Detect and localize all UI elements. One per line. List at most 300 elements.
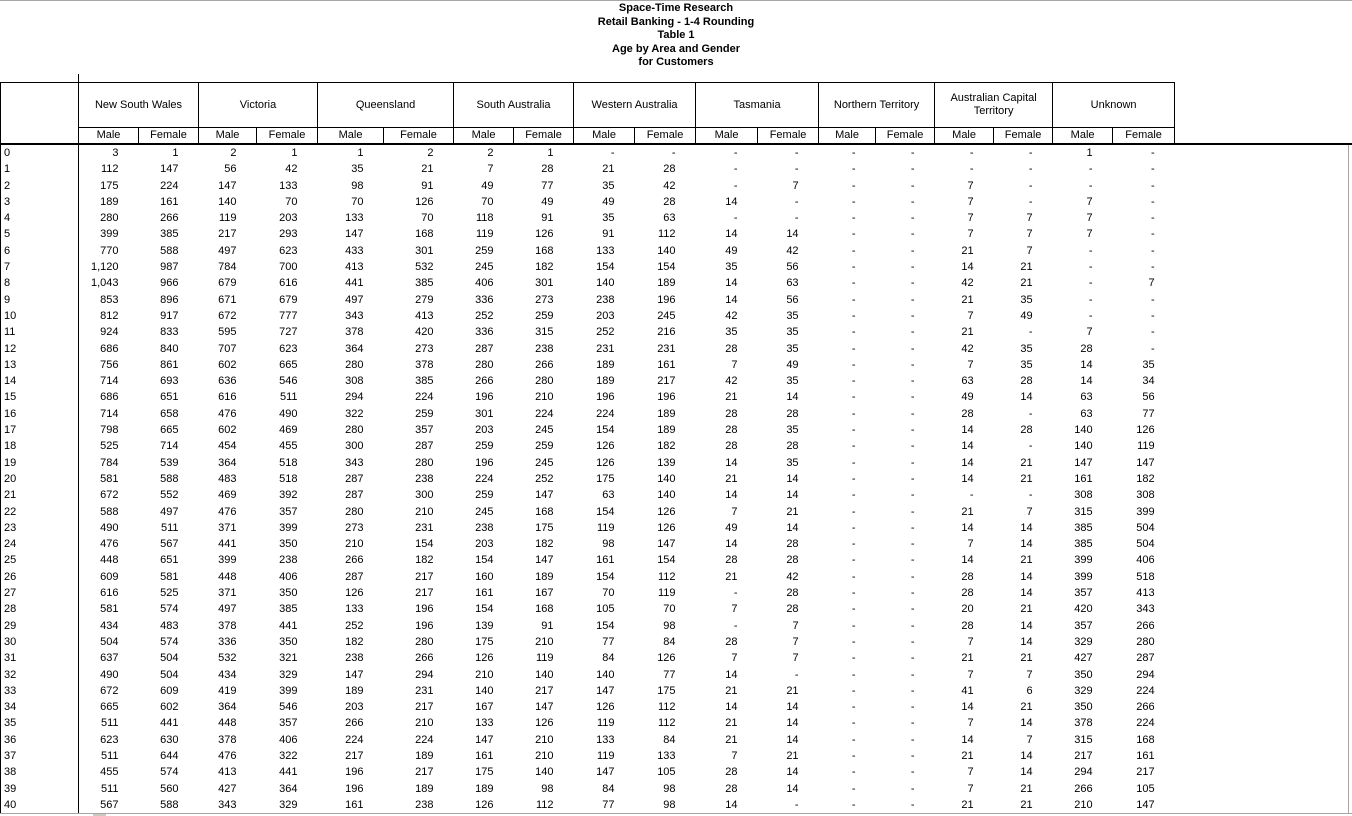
data-cell: 49 xyxy=(786,358,799,371)
data-cell: 7 xyxy=(792,619,799,632)
data-cell: 112 xyxy=(658,570,676,583)
data-cell: 35 xyxy=(786,326,799,339)
data-cell: 140 xyxy=(1074,424,1093,437)
data-cell: 189 xyxy=(596,375,615,388)
data-cell: 147 xyxy=(535,554,554,567)
data-cell: 420 xyxy=(415,326,434,339)
data-cell: 42 xyxy=(786,570,799,583)
area-group-header-queensland: Queensland xyxy=(318,83,454,128)
data-cell: 14 xyxy=(725,701,738,714)
data-cell: 182 xyxy=(1136,472,1155,485)
data-cell: 14 xyxy=(725,489,738,502)
data-cell: 63 xyxy=(786,277,799,290)
data-cell: 636 xyxy=(218,375,237,388)
data-cell: - xyxy=(794,668,799,681)
data-cell: 14 xyxy=(786,766,799,779)
data-cell: 98 xyxy=(351,179,364,192)
data-cell: 224 xyxy=(1136,717,1155,730)
data-cell: 588 xyxy=(100,505,119,518)
data-cell: 14 xyxy=(1080,375,1093,388)
data-cell: 525 xyxy=(160,587,179,600)
data-cell: 300 xyxy=(345,440,364,453)
data-cell: 252 xyxy=(596,326,615,339)
data-cell: 28 xyxy=(786,554,799,567)
data-cell: 35 xyxy=(602,212,615,225)
data-cell: - xyxy=(969,147,974,159)
data-cell: 210 xyxy=(475,668,494,681)
data-cell: 217 xyxy=(657,375,676,388)
data-cell: - xyxy=(851,782,856,795)
data-cell: 21 xyxy=(602,163,615,176)
table-row xyxy=(1,764,1175,780)
data-cell: 518 xyxy=(1136,570,1155,583)
data-cell: 35 xyxy=(602,179,615,192)
data-cell: 14 xyxy=(725,538,738,551)
data-cell: - xyxy=(910,766,915,779)
data-cell: 14 xyxy=(1080,358,1093,371)
data-cell: 217 xyxy=(345,749,364,762)
data-cell: 7 xyxy=(967,358,974,371)
data-cell: 14 xyxy=(961,424,974,437)
data-cell: - xyxy=(851,652,856,665)
data-cell: - xyxy=(851,472,856,485)
table-row xyxy=(1,292,1175,308)
data-cell: 216 xyxy=(657,326,676,339)
data-cell: 665 xyxy=(100,701,119,714)
title-line-organisation: Space-Time Research xyxy=(618,2,734,14)
data-cell: 7 xyxy=(967,782,974,795)
data-cell: 161 xyxy=(1136,749,1155,762)
data-cell: 189 xyxy=(657,407,676,420)
data-cell: 279 xyxy=(415,293,434,306)
data-cell: 7 xyxy=(1026,733,1033,746)
table-row xyxy=(1,161,1175,177)
data-cell: 112 xyxy=(658,701,676,714)
data-cell: 434 xyxy=(218,668,237,681)
age-row-label: 33 xyxy=(1,683,79,699)
data-cell: 574 xyxy=(160,766,179,779)
title-line-dimensions: Age by Area and Gender xyxy=(612,42,740,55)
data-cell: 196 xyxy=(657,293,676,306)
data-table xyxy=(0,82,1175,813)
data-cell: 630 xyxy=(160,733,179,746)
age-row-label: 22 xyxy=(1,504,79,520)
data-cell: 266 xyxy=(160,212,179,225)
table-row xyxy=(1,536,1175,552)
data-cell: 294 xyxy=(1074,766,1093,779)
data-cell: 287 xyxy=(345,570,364,583)
data-cell: 385 xyxy=(279,603,298,616)
age-row-label: 15 xyxy=(1,389,79,405)
data-cell: - xyxy=(910,472,915,485)
data-cell: - xyxy=(610,147,615,159)
data-cell: 63 xyxy=(961,375,974,388)
data-cell: 140 xyxy=(1074,440,1093,453)
data-cell: 294 xyxy=(345,391,364,404)
data-cell: 280 xyxy=(535,375,554,388)
data-cell: - xyxy=(910,195,915,208)
data-cell: 21 xyxy=(1020,277,1033,290)
data-cell: - xyxy=(1088,163,1093,176)
data-cell: 196 xyxy=(657,391,676,404)
data-cell: 182 xyxy=(657,440,676,453)
data-cell: 21 xyxy=(961,505,974,518)
data-cell: 224 xyxy=(475,472,494,485)
data-cell: 433 xyxy=(345,244,364,257)
data-cell: 7 xyxy=(967,228,974,241)
data-cell: 273 xyxy=(535,293,554,306)
area-group-header-south-australia: South Australia xyxy=(454,83,574,128)
data-cell: 49 xyxy=(481,179,494,192)
data-cell: 14 xyxy=(1020,570,1033,583)
data-cell: 84 xyxy=(663,635,676,648)
data-cell: 7 xyxy=(967,766,974,779)
gender-subheader-south-australia-male: Male xyxy=(454,128,514,145)
area-group-header-victoria: Victoria xyxy=(199,83,318,128)
data-cell: 224 xyxy=(345,733,364,746)
data-cell: 7 xyxy=(731,505,738,518)
data-cell: 378 xyxy=(218,733,237,746)
data-cell: 245 xyxy=(475,505,494,518)
age-row-label: 17 xyxy=(1,422,79,438)
data-cell: 105 xyxy=(657,766,676,779)
data-cell: - xyxy=(851,212,856,225)
table-row xyxy=(1,178,1175,194)
data-cell: - xyxy=(851,358,856,371)
data-cell: 567 xyxy=(160,538,179,551)
data-cell: 2 xyxy=(230,147,237,159)
data-cell: 756 xyxy=(100,358,119,371)
age-row-label: 30 xyxy=(1,634,79,650)
data-cell: 112 xyxy=(535,798,554,811)
data-cell: 6 xyxy=(1026,684,1033,697)
data-cell: 406 xyxy=(279,733,298,746)
data-cell: 14 xyxy=(1020,521,1033,534)
data-cell: - xyxy=(1150,342,1155,355)
data-cell: 203 xyxy=(475,424,494,437)
data-cell: 321 xyxy=(279,652,298,665)
data-cell: 273 xyxy=(345,521,364,534)
data-cell: 623 xyxy=(100,733,119,746)
age-row-label: 35 xyxy=(1,715,79,731)
data-cell: 336 xyxy=(475,326,494,339)
data-cell: - xyxy=(851,440,856,453)
data-cell: 21 xyxy=(725,391,738,404)
data-cell: 147 xyxy=(345,668,364,681)
data-cell: 49 xyxy=(541,195,554,208)
data-cell: 777 xyxy=(279,309,298,322)
data-cell: - xyxy=(1150,309,1155,322)
data-cell: 301 xyxy=(415,244,434,257)
data-cell: - xyxy=(851,456,856,469)
table-row xyxy=(1,699,1175,715)
data-cell: - xyxy=(910,798,915,811)
data-cell: 637 xyxy=(100,652,119,665)
data-cell: 14 xyxy=(786,733,799,746)
data-cell: - xyxy=(733,587,738,600)
data-cell: 532 xyxy=(218,652,237,665)
data-cell: 20 xyxy=(961,603,974,616)
header-underline-extension xyxy=(1174,143,1352,145)
data-cell: - xyxy=(910,391,915,404)
data-cell: 658 xyxy=(160,407,179,420)
data-cell: 154 xyxy=(657,554,676,567)
table-row xyxy=(1,748,1175,764)
data-cell: - xyxy=(851,798,856,811)
age-row-label: 19 xyxy=(1,455,79,471)
data-cell: - xyxy=(1088,261,1093,274)
data-cell: 126 xyxy=(596,701,615,714)
data-cell: 28 xyxy=(1080,342,1093,355)
data-cell: 167 xyxy=(475,701,494,714)
data-cell: 322 xyxy=(345,407,364,420)
data-cell: 266 xyxy=(1074,782,1093,795)
data-cell: 504 xyxy=(1136,538,1155,551)
data-cell: 189 xyxy=(535,570,554,583)
data-cell: 175 xyxy=(475,766,494,779)
data-cell: 602 xyxy=(218,424,237,437)
data-cell: 28 xyxy=(725,424,738,437)
table-row xyxy=(1,406,1175,422)
data-cell: 203 xyxy=(596,309,615,322)
age-row-label: 24 xyxy=(1,536,79,552)
data-cell: 189 xyxy=(475,782,494,795)
age-row-label: 20 xyxy=(1,471,79,487)
data-cell: 497 xyxy=(160,505,179,518)
data-cell: 217 xyxy=(218,228,237,241)
data-cell: 287 xyxy=(1136,652,1155,665)
data-cell: 399 xyxy=(218,554,237,567)
data-cell: 70 xyxy=(663,603,676,616)
data-cell: 266 xyxy=(345,554,364,567)
data-cell: 441 xyxy=(345,277,364,290)
data-cell: 14 xyxy=(725,798,738,811)
data-cell: 833 xyxy=(160,326,179,339)
data-cell: 196 xyxy=(475,391,494,404)
data-cell: 154 xyxy=(657,261,676,274)
data-cell: 448 xyxy=(100,554,119,567)
data-cell: 63 xyxy=(602,489,615,502)
data-cell: 182 xyxy=(415,554,434,567)
data-cell: 784 xyxy=(218,261,237,274)
data-cell: 154 xyxy=(475,554,494,567)
data-cell: - xyxy=(910,489,915,502)
data-cell: 84 xyxy=(602,782,615,795)
table-row xyxy=(1,243,1175,259)
data-cell: - xyxy=(910,782,915,795)
data-cell: 147 xyxy=(475,733,494,746)
data-cell: - xyxy=(851,277,856,290)
data-cell: 364 xyxy=(345,342,364,355)
data-cell: 966 xyxy=(160,277,179,290)
table-row xyxy=(1,797,1175,813)
age-row-label: 37 xyxy=(1,748,79,764)
data-cell: - xyxy=(1088,244,1093,257)
table-row xyxy=(1,618,1175,634)
table-row xyxy=(1,569,1175,585)
data-cell: 259 xyxy=(535,440,554,453)
data-cell: 140 xyxy=(535,668,554,681)
data-cell: 231 xyxy=(596,342,615,355)
data-cell: 399 xyxy=(279,521,298,534)
data-cell: 161 xyxy=(1074,472,1093,485)
data-cell: 21 xyxy=(786,684,799,697)
data-cell: 413 xyxy=(415,309,434,322)
data-cell: - xyxy=(851,179,856,192)
data-cell: - xyxy=(1150,293,1155,306)
table-row xyxy=(1,308,1175,324)
data-cell: 350 xyxy=(279,587,298,600)
data-cell: 147 xyxy=(345,228,364,241)
data-cell: - xyxy=(1028,163,1033,176)
data-cell: 224 xyxy=(415,733,434,746)
data-cell: 7 xyxy=(792,179,799,192)
gender-subheader-queensland-female: Female xyxy=(384,128,454,145)
data-cell: - xyxy=(910,440,915,453)
data-cell: 14 xyxy=(1020,717,1033,730)
data-cell: 280 xyxy=(345,424,364,437)
data-cell: 238 xyxy=(415,472,434,485)
data-cell: - xyxy=(1028,195,1033,208)
data-cell: 511 xyxy=(100,782,119,795)
data-cell: 924 xyxy=(100,326,119,339)
gender-subheader-western-australia-female: Female xyxy=(635,128,696,145)
data-cell: - xyxy=(910,635,915,648)
data-cell: 119 xyxy=(596,521,615,534)
data-cell: - xyxy=(851,570,856,583)
data-cell: 588 xyxy=(160,244,179,257)
data-cell: - xyxy=(1150,147,1155,159)
data-cell: 1,043 xyxy=(90,277,119,290)
data-cell: - xyxy=(851,668,856,681)
data-cell: 210 xyxy=(535,733,554,746)
data-cell: 287 xyxy=(345,489,364,502)
data-cell: 28 xyxy=(725,782,738,795)
data-cell: 798 xyxy=(100,424,119,437)
data-cell: 308 xyxy=(1136,489,1155,502)
data-cell: 497 xyxy=(218,244,237,257)
data-cell: - xyxy=(1150,179,1155,192)
data-cell: 853 xyxy=(100,293,119,306)
data-cell: 7 xyxy=(487,163,494,176)
data-cell: 427 xyxy=(1074,652,1093,665)
data-cell: 280 xyxy=(1136,635,1155,648)
data-cell: 119 xyxy=(475,228,494,241)
data-cell: - xyxy=(910,147,915,159)
data-cell: - xyxy=(851,195,856,208)
gender-subheader-tasmania-female: Female xyxy=(758,128,819,145)
data-cell: 56 xyxy=(1142,391,1155,404)
data-cell: 315 xyxy=(1074,733,1093,746)
data-cell: 182 xyxy=(535,261,554,274)
age-row-label: 12 xyxy=(1,341,79,357)
data-cell: - xyxy=(910,407,915,420)
data-cell: 266 xyxy=(475,375,494,388)
data-cell: 161 xyxy=(160,195,179,208)
data-cell: 35 xyxy=(351,163,364,176)
data-cell: 14 xyxy=(1020,538,1033,551)
data-cell: 35 xyxy=(1020,342,1033,355)
data-cell: 609 xyxy=(100,570,119,583)
data-cell: 42 xyxy=(961,342,974,355)
data-cell: 147 xyxy=(596,684,615,697)
data-cell: 315 xyxy=(1074,505,1093,518)
data-cell: 154 xyxy=(475,603,494,616)
data-cell: 245 xyxy=(535,424,554,437)
data-cell: 28 xyxy=(725,635,738,648)
age-row-label: 4 xyxy=(1,210,79,226)
data-cell: 651 xyxy=(160,391,179,404)
data-cell: 7 xyxy=(1148,277,1155,290)
data-cell: 7 xyxy=(967,668,974,681)
data-cell: 406 xyxy=(475,277,494,290)
data-cell: 343 xyxy=(218,798,237,811)
data-cell: 147 xyxy=(657,538,676,551)
data-cell: 28 xyxy=(961,407,974,420)
gender-subheader-northern-territory-male: Male xyxy=(819,128,876,145)
data-cell: 28 xyxy=(725,407,738,420)
data-cell: - xyxy=(851,261,856,274)
data-cell: 567 xyxy=(100,798,119,811)
table-row xyxy=(1,194,1175,210)
data-cell: 217 xyxy=(415,570,434,583)
data-cell: 364 xyxy=(218,701,237,714)
data-cell: - xyxy=(851,554,856,567)
data-cell: 7 xyxy=(731,603,738,616)
data-cell: 231 xyxy=(415,521,434,534)
data-cell: 504 xyxy=(160,668,179,681)
data-cell: 686 xyxy=(100,342,119,355)
data-cell: 98 xyxy=(663,619,676,632)
data-cell: 727 xyxy=(279,326,298,339)
data-cell: 175 xyxy=(100,179,119,192)
data-cell: - xyxy=(910,342,915,355)
age-row-label: 36 xyxy=(1,732,79,748)
data-cell: 21 xyxy=(1020,456,1033,469)
data-cell: - xyxy=(671,147,676,159)
data-cell: 259 xyxy=(475,489,494,502)
data-cell: 441 xyxy=(218,538,237,551)
data-cell: - xyxy=(851,309,856,322)
data-cell: 21 xyxy=(1020,701,1033,714)
data-cell: 161 xyxy=(596,554,615,567)
data-cell: 140 xyxy=(657,489,676,502)
data-cell: 419 xyxy=(218,684,237,697)
data-cell: - xyxy=(794,163,799,176)
data-cell: 511 xyxy=(160,521,179,534)
table-row xyxy=(1,341,1175,357)
data-cell: 14 xyxy=(961,733,974,746)
data-cell: 147 xyxy=(218,179,237,192)
data-cell: 616 xyxy=(279,277,298,290)
data-cell: 175 xyxy=(535,521,554,534)
data-cell: 147 xyxy=(1136,456,1155,469)
data-cell: 322 xyxy=(279,749,298,762)
data-cell: 315 xyxy=(535,326,554,339)
data-cell: 189 xyxy=(657,277,676,290)
data-cell: - xyxy=(910,326,915,339)
data-cell: 266 xyxy=(535,358,554,371)
data-cell: - xyxy=(851,635,856,648)
table-row xyxy=(1,438,1175,454)
data-cell: 217 xyxy=(415,701,434,714)
data-cell: 126 xyxy=(1136,424,1155,437)
data-cell: 504 xyxy=(1136,521,1155,534)
data-cell: 560 xyxy=(160,782,179,795)
data-cell: 35 xyxy=(1020,358,1033,371)
data-cell: 147 xyxy=(596,766,615,779)
data-cell: 21 xyxy=(961,244,974,257)
